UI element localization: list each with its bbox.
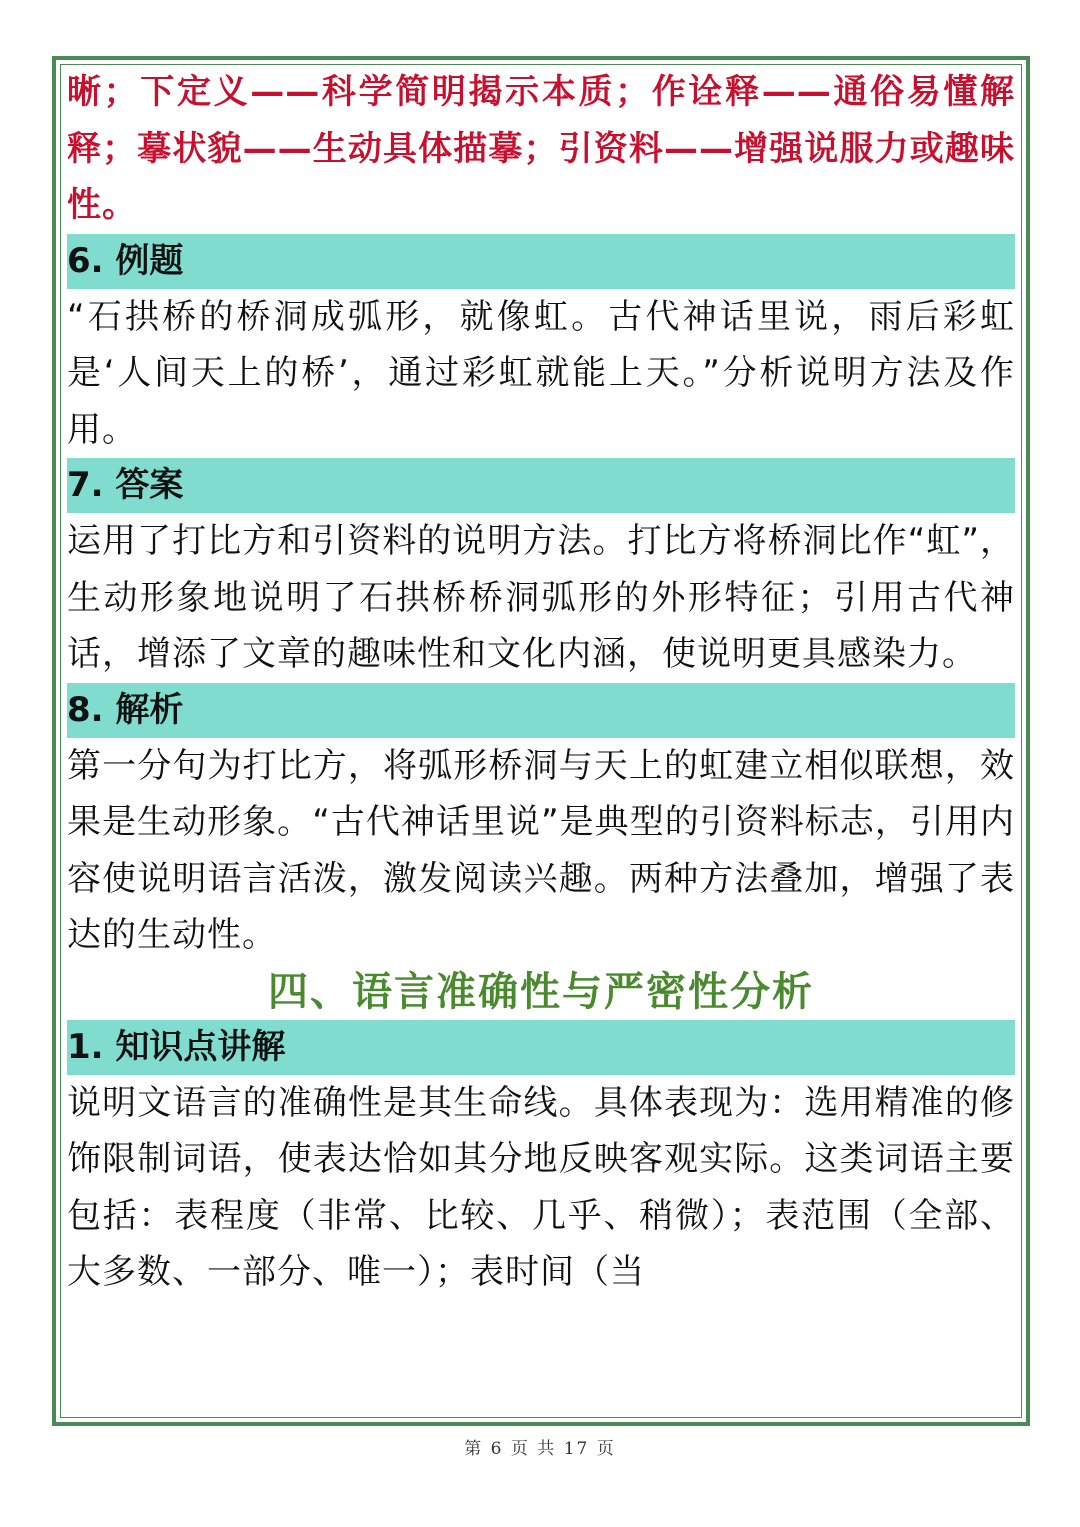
heading-analysis: 8. 解析 [67,683,1015,738]
heading-knowledge: 1. 知识点讲解 [67,1020,1015,1075]
example-paragraph: “石拱桥的桥洞成弧形，就像虹。古代神话里说，雨后彩虹是‘人间天上的桥’，通过彩虹就能上天。”分析说明方法及作用。 [67,296,1015,450]
answer-paragraph: 运用了打比方和引资料的说明方法。打比方将桥洞比作“虹”，生动形象地说明了石拱桥桥洞弧形的外形特征；引用古代神话，增添了文章的趣味性和文化内涵，使说明更具感染力。 [67,521,1015,674]
analysis-paragraph: 第一分句为打比方，将弧形桥洞与天上的虹建立相似联想，效果是生动形象。“古代神话里说”是典型的引资料标志，引用内容使说明语言活泼，激发阅读兴趣。两种方法叠加，增强了表达的生动性。 [67,745,1015,955]
page-footer: 第 6 页 共 17 页 [464,1439,616,1459]
heading-example: 6. 例题 [67,234,1015,289]
intro-paragraph: 晰；下定义——科学简明揭示本质；作诠释——通俗易懂解释；摹状貌——生动具体描摹；引资料——增强说服力或趣味性。 [67,72,1015,225]
heading-answer: 7. 答案 [67,458,1015,513]
section-title: 四、语言准确性与严密性分析 [268,968,814,1015]
page-content [67,64,1015,1301]
knowledge-paragraph: 说明文语言的准确性是其生命线。具体表现为：选用精准的修饰限制词语，使表达恰如其分地反映客观实际。这类词语主要包括：表程度（非常、比较、几乎、稍微）；表范围（全部、大多数、一部分、唯一）；表时间（当 [67,1082,1015,1292]
